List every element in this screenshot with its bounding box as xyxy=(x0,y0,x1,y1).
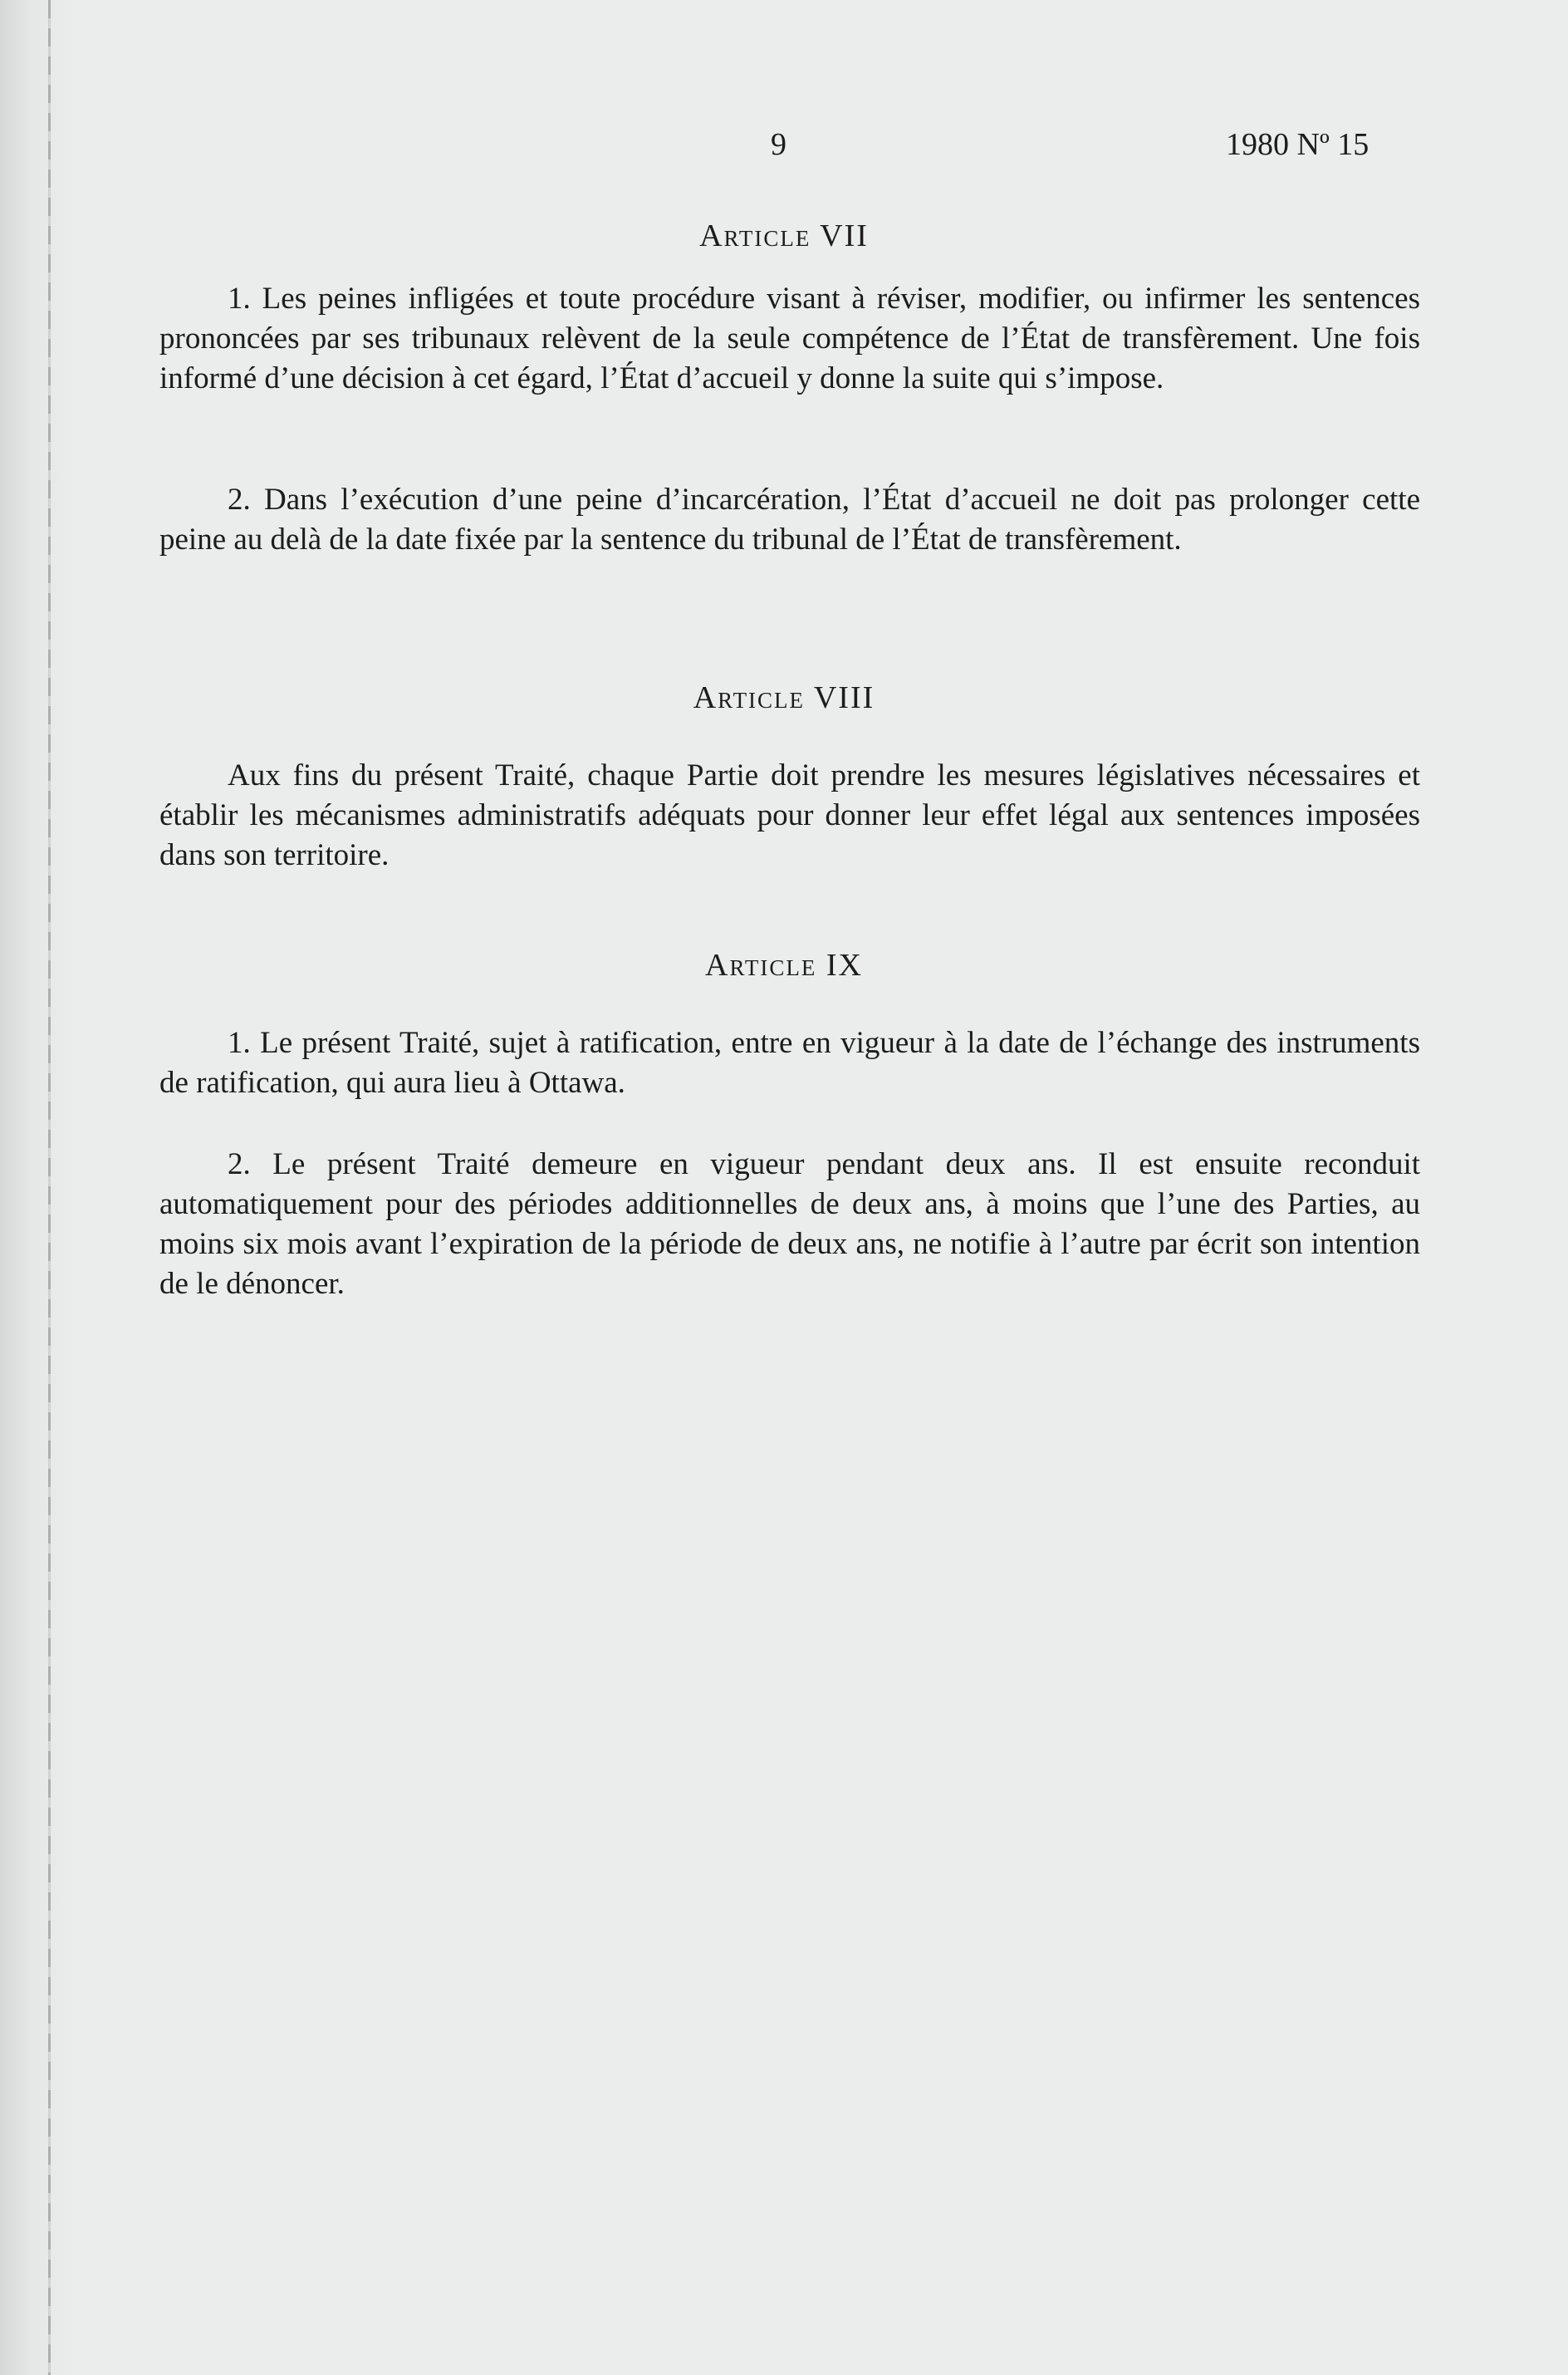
article-ix-title: Article IX xyxy=(705,948,863,983)
page-number: 9 xyxy=(771,127,786,162)
article-ix-paragraph-1: 1. Le présent Traité, sujet à ratification, entre en vigueur à la date de l’échange des instruments de ratification, qui aura lieu à Ottawa. xyxy=(159,1026,1420,1100)
article-vii-title: Article VII xyxy=(699,218,869,253)
article-ix-paragraph-2: 2. Le présent Traité demeure en vigueur pendant deux ans. Il est ensuite reconduit automatiquement pour des périodes additionnelles de deux ans, à moins que l’une des Parties, au moins six mois avant l’expiration de la période de deux ans, ne notifie à l’autre par écrit son intention de le dénoncer. xyxy=(159,1147,1420,1301)
article-vii-paragraph-2: 2. Dans l’exécution d’une peine d’incarcération, l’État d’accueil ne doit pas prolonger cette peine au delà de la date fixée par la sentence du tribunal de l’État de transfèrement. xyxy=(159,483,1420,557)
page-header xyxy=(0,126,1568,168)
article-vii-paragraph-1: 1. Les peines infligées et toute procédure visant à réviser, modifier, ou infirmer les sentences prononcées par ses tribunaux relèvent de la seule compétence de l’État de transfèrement. Une fois informé d’une décision à cet égard, l’État d’accueil y donne la suite qui s’impose. xyxy=(159,282,1420,395)
binding-edge xyxy=(48,0,51,2375)
article-viii-paragraph-1: Aux fins du présent Traité, chaque Partie doit prendre les mesures législatives nécessaires et établir les mécanismes administratifs adéquats pour donner leur effet légal aux sentences imposées dans son territoire. xyxy=(159,758,1420,872)
article-viii-title: Article VIII xyxy=(693,680,875,715)
page-reference: 1980 Nº 15 xyxy=(1226,127,1370,162)
